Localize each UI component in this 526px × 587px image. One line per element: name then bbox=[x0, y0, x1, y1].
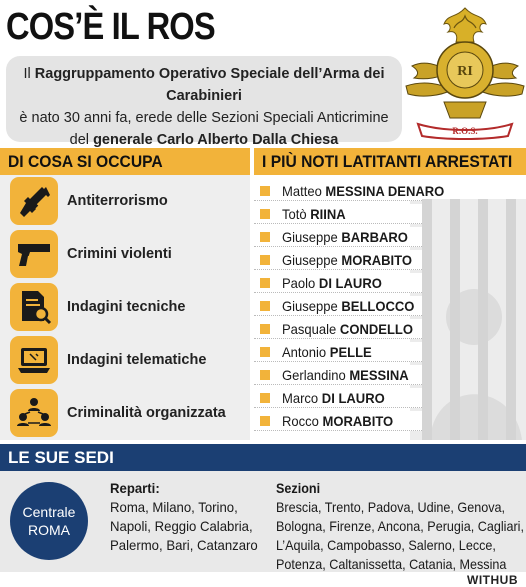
fugitive-last-name: RIINA bbox=[310, 206, 346, 222]
fugitive-last-name: MORABITO bbox=[341, 252, 413, 268]
fugitive-row bbox=[254, 296, 422, 316]
reparti-line: Roma, Milano, Torino, bbox=[110, 499, 238, 515]
fugitive-first-name: Pasquale bbox=[282, 321, 337, 337]
intro-line-2: è nato 30 anni fa, erede delle Sezioni Speciali Anticrimine bbox=[19, 110, 389, 126]
intro-bold: Raggruppamento Operativo Speciale dell’Arma dei Carabinieri bbox=[34, 66, 385, 104]
sezioni-line: L’Aquila, Campobasso, Salerno, Lecce, bbox=[276, 537, 496, 553]
fugitive-last-name: BELLOCCO bbox=[341, 298, 415, 314]
section-header-fugitives bbox=[254, 148, 526, 175]
fugitive-first-name: Marco bbox=[282, 390, 319, 406]
fugitive-name bbox=[282, 296, 414, 316]
bullet-square-icon bbox=[260, 324, 270, 334]
sezioni-line: Bologna, Firenze, Ancona, Perugia, Cagliari, bbox=[276, 518, 524, 534]
fugitive-row bbox=[254, 319, 422, 339]
rifle-icon bbox=[10, 177, 58, 225]
emblem-ribbon-text: R.O.S. bbox=[452, 126, 478, 136]
headquarters-city: ROMA bbox=[28, 522, 70, 538]
headquarters-label: Centrale bbox=[22, 504, 76, 520]
sezioni-line: Potenza, Caltanissetta, Catania, Messina bbox=[276, 556, 507, 572]
fugitive-row bbox=[254, 388, 422, 408]
fugitive-row bbox=[254, 227, 422, 247]
fugitive-name bbox=[282, 342, 372, 362]
row-divider bbox=[254, 292, 422, 293]
bullet-square-icon bbox=[260, 301, 270, 311]
fugitive-row bbox=[254, 365, 422, 385]
bullet-square-icon bbox=[260, 186, 270, 196]
svg-text:RI: RI bbox=[457, 64, 473, 79]
credit-label: WITHUB bbox=[467, 573, 518, 587]
bullet-square-icon bbox=[260, 209, 270, 219]
intro-bold: generale Carlo Alberto Dalla Chiesa bbox=[93, 132, 339, 148]
fugitives-panel bbox=[254, 175, 526, 440]
fugitive-name bbox=[282, 365, 409, 385]
pistol-icon bbox=[10, 230, 58, 278]
duty-label: Criminalità organizzata bbox=[67, 405, 226, 421]
duty-item bbox=[10, 336, 250, 384]
fugitive-last-name: DI LAURO bbox=[321, 390, 385, 406]
sezioni-block bbox=[276, 479, 524, 574]
bullet-square-icon bbox=[260, 370, 270, 380]
row-divider bbox=[254, 246, 422, 247]
prison-bars-icon bbox=[410, 199, 526, 440]
duties-panel bbox=[0, 175, 250, 440]
section-header-locations: LE SUE SEDI bbox=[0, 444, 526, 471]
fugitive-first-name: Gerlandino bbox=[282, 367, 346, 383]
fugitive-first-name: Paolo bbox=[282, 275, 316, 291]
row-divider bbox=[254, 223, 422, 224]
sezioni-heading: Sezioni bbox=[276, 480, 321, 496]
fugitive-name bbox=[282, 273, 382, 293]
fugitive-row bbox=[254, 411, 422, 431]
fugitive-name bbox=[282, 204, 346, 224]
fugitive-name bbox=[282, 181, 444, 201]
reparti-line: Palermo, Bari, Catanzaro bbox=[110, 537, 258, 553]
bullet-square-icon bbox=[260, 393, 270, 403]
locations-panel bbox=[0, 471, 526, 572]
duty-label: Indagini tecniche bbox=[67, 299, 186, 315]
fugitive-row bbox=[254, 181, 445, 201]
fugitive-name bbox=[282, 319, 413, 339]
row-divider bbox=[254, 338, 422, 339]
fugitive-name bbox=[282, 388, 385, 408]
duty-item bbox=[10, 283, 250, 331]
row-divider bbox=[254, 430, 422, 431]
duty-item bbox=[10, 230, 250, 278]
headquarters-badge bbox=[10, 482, 88, 560]
fugitive-last-name: PELLE bbox=[329, 344, 372, 360]
fugitive-first-name: Giuseppe bbox=[282, 298, 338, 314]
duty-label: Antiterrorismo bbox=[67, 193, 168, 209]
row-divider bbox=[254, 269, 422, 270]
bullet-square-icon bbox=[260, 347, 270, 357]
fugitive-last-name: MORABITO bbox=[322, 413, 394, 429]
duty-label: Indagini telematiche bbox=[67, 352, 207, 368]
fugitive-last-name: DI LAURO bbox=[318, 275, 382, 291]
fugitive-first-name: Matteo bbox=[282, 183, 322, 199]
reparti-block bbox=[110, 479, 260, 555]
row-divider bbox=[254, 361, 422, 362]
sezioni-line: Brescia, Trento, Padova, Udine, Genova, bbox=[276, 499, 506, 515]
page-title: COS’È IL ROS bbox=[6, 6, 215, 48]
section-header-duties bbox=[0, 148, 250, 175]
reparti-heading: Reparti: bbox=[110, 480, 160, 496]
document-search-icon bbox=[10, 283, 58, 331]
bullet-square-icon bbox=[260, 255, 270, 265]
duty-label: Crimini violenti bbox=[67, 246, 172, 262]
fugitive-row bbox=[254, 342, 422, 362]
duty-item bbox=[10, 177, 250, 225]
bullet-square-icon bbox=[260, 232, 270, 242]
row-divider bbox=[254, 407, 422, 408]
fugitive-first-name: Totò bbox=[282, 206, 307, 222]
duty-item bbox=[10, 389, 250, 437]
intro-text: Il bbox=[23, 66, 35, 82]
fugitive-row bbox=[254, 204, 422, 224]
carabinieri-ros-emblem-icon bbox=[404, 6, 526, 140]
fugitive-first-name: Giuseppe bbox=[282, 252, 338, 268]
fugitive-first-name: Giuseppe bbox=[282, 229, 338, 245]
bullet-square-icon bbox=[260, 416, 270, 426]
row-divider bbox=[254, 384, 422, 385]
laptop-icon bbox=[10, 336, 58, 384]
fugitive-row bbox=[254, 273, 422, 293]
reparti-line: Napoli, Reggio Calabria, bbox=[110, 518, 253, 534]
fugitive-last-name: BARBARO bbox=[341, 229, 408, 245]
intro-text: del bbox=[69, 132, 94, 148]
fugitive-first-name: Antonio bbox=[282, 344, 327, 360]
fugitive-last-name: CONDELLO bbox=[339, 321, 413, 337]
fugitive-last-name: MESSINA bbox=[349, 367, 409, 383]
fugitive-row bbox=[254, 250, 422, 270]
network-people-icon bbox=[10, 389, 58, 437]
intro-box bbox=[6, 56, 402, 148]
fugitive-first-name: Rocco bbox=[282, 413, 319, 429]
fugitive-name bbox=[282, 411, 393, 431]
intro-line-1 bbox=[6, 63, 402, 107]
row-divider bbox=[254, 315, 422, 316]
bullet-square-icon bbox=[260, 278, 270, 288]
fugitive-name bbox=[282, 227, 408, 247]
section-header-duties-label: DI COSA SI OCCUPA bbox=[8, 152, 163, 171]
fugitive-name bbox=[282, 250, 412, 270]
section-header-fugitives-label: I PIÙ NOTI LATITANTI ARRESTATI bbox=[262, 152, 513, 171]
fugitive-last-name: MESSINA DENARO bbox=[325, 183, 445, 199]
row-divider bbox=[254, 200, 422, 201]
